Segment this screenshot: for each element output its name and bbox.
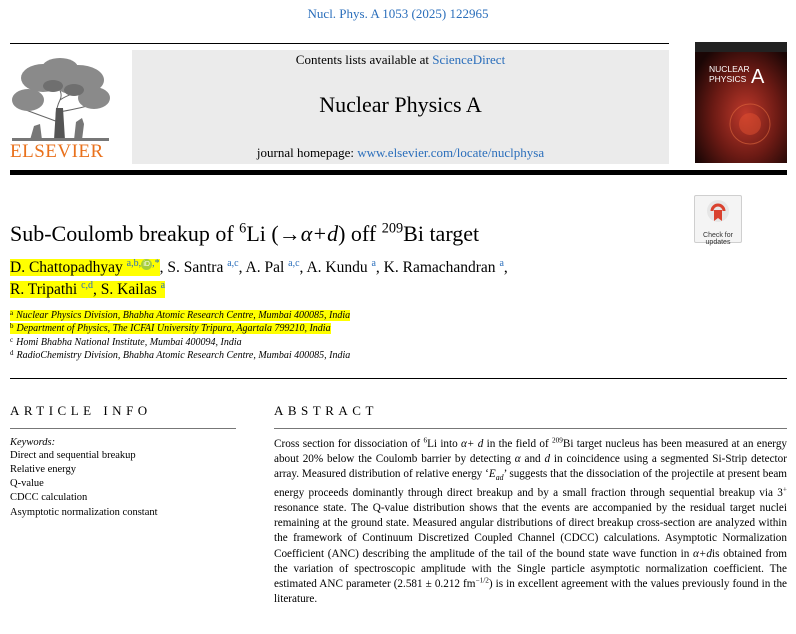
sciencedirect-link[interactable]: ScienceDirect bbox=[432, 52, 506, 67]
author-separator: , bbox=[299, 259, 307, 276]
author-affiliation-marks[interactable]: c,d bbox=[81, 280, 94, 291]
homepage-prefix: journal homepage: bbox=[256, 145, 358, 160]
keyword-item: CDCC calculation bbox=[10, 492, 88, 503]
author-separator: , bbox=[503, 259, 508, 276]
affiliation-text: Homi Bhabha National Institute, Mumbai 400094, India bbox=[16, 337, 242, 348]
article-info-rule bbox=[10, 428, 236, 429]
author-separator: , bbox=[93, 281, 101, 298]
affiliation-text: Department of Physics, The ICFAI University Tripura, Agartala 799210, India bbox=[16, 323, 331, 334]
abstract-rule bbox=[274, 428, 787, 429]
author-affiliation-marks[interactable]: a bbox=[499, 258, 504, 269]
abstract-text bbox=[274, 437, 787, 607]
affiliation-c bbox=[10, 336, 242, 348]
author-name[interactable]: K. Ramachandran bbox=[383, 259, 496, 276]
cover-title-line2: PHYSICS bbox=[709, 74, 747, 84]
abstract-plus: + bbox=[782, 485, 787, 494]
author-separator: , bbox=[375, 259, 384, 276]
check-updates-line1: Check for bbox=[703, 232, 733, 239]
keyword-item: Relative energy bbox=[10, 464, 76, 475]
abstract-alpha-plus-d: α+d bbox=[692, 547, 712, 560]
abstract-segment: and bbox=[520, 453, 545, 466]
author-name[interactable]: S. Kailas bbox=[100, 281, 157, 298]
author-affiliation-marks[interactable]: a bbox=[160, 280, 166, 291]
section-divider bbox=[10, 378, 787, 379]
title-prefix: Sub-Coulomb breakup of bbox=[10, 221, 240, 246]
affiliation-b bbox=[10, 322, 331, 334]
keywords-label: Keywords: bbox=[10, 437, 56, 448]
paper-title bbox=[10, 221, 479, 247]
cover-title-line1: NUCLEAR bbox=[709, 64, 750, 74]
author-name[interactable]: D. Chattopadhyay bbox=[10, 259, 123, 276]
affiliation-mark: b bbox=[10, 322, 14, 330]
abstract-alpha: α bbox=[514, 453, 521, 466]
check-for-updates-button[interactable] bbox=[694, 195, 742, 246]
abstract-segment: is obtained from the variation of spectroscopic amplitude with the Single particle asymptotic normalization coefficient. The estimated ANC parameter (2.581 ± 0.212 fm bbox=[274, 547, 787, 591]
title-bi-rest: Bi target bbox=[403, 221, 480, 246]
affiliation-mark: a bbox=[10, 309, 14, 317]
abstract-e-ad-sub: ad bbox=[495, 473, 504, 483]
author-affiliation-marks[interactable]: a,c bbox=[227, 258, 239, 269]
author-affiliation-marks[interactable]: a,b, bbox=[126, 258, 142, 269]
journal-name: Nuclear Physics A bbox=[319, 92, 482, 117]
journal-cover-thumbnail[interactable] bbox=[695, 42, 787, 163]
abstract-heading: ABSTRACT bbox=[274, 403, 378, 418]
author-line2-highlight bbox=[10, 281, 165, 298]
cover-title-letter: A bbox=[751, 66, 765, 88]
keyword-item: Q-value bbox=[10, 478, 44, 489]
abstract-exponent: −1/2 bbox=[475, 576, 489, 585]
title-off: ) off bbox=[338, 221, 382, 246]
abstract-segment: ) is in excellent agreement with the values previously found in the literature. bbox=[274, 578, 788, 606]
title-li-mass: 6 bbox=[239, 220, 247, 237]
corresponding-author-mark[interactable]: , bbox=[152, 258, 155, 269]
title-alpha-d: α+d bbox=[300, 221, 339, 246]
affiliation-b-highlight bbox=[10, 323, 331, 334]
bookmark-refresh-icon bbox=[706, 199, 730, 225]
keyword-item: Direct and sequential breakup bbox=[10, 450, 136, 461]
affiliation-mark: c bbox=[10, 336, 14, 344]
abstract-segment: Li into bbox=[427, 438, 462, 450]
affiliation-mark: d bbox=[10, 349, 14, 357]
abstract-bi-mass: 209 bbox=[552, 436, 563, 445]
article-info-heading: ARTICLE INFO bbox=[10, 403, 152, 418]
author-name[interactable]: A. Pal bbox=[245, 259, 285, 276]
elsevier-wordmark: ELSEVIER bbox=[10, 141, 104, 162]
abstract-segment: Cross section for dissociation of bbox=[274, 438, 424, 450]
author-list-line2 bbox=[10, 280, 165, 299]
abstract-alpha-plus-d: α+ d bbox=[461, 438, 484, 450]
affiliation-a-highlight bbox=[10, 310, 350, 321]
author-name[interactable]: R. Tripathi bbox=[10, 281, 78, 298]
journal-homepage bbox=[132, 145, 669, 161]
affiliation-d bbox=[10, 349, 350, 361]
contents-availability bbox=[132, 52, 669, 68]
author-name[interactable]: S. Santra bbox=[167, 259, 224, 276]
header-top-rule bbox=[10, 43, 669, 44]
author-list-line1 bbox=[10, 258, 508, 277]
author-separator: , bbox=[238, 259, 246, 276]
corresponding-author-star[interactable]: * bbox=[154, 258, 160, 269]
affiliation-text: Nuclear Physics Division, Bhabha Atomic Research Centre, Mumbai 400085, India bbox=[16, 310, 351, 321]
title-li-rest: Li (→ bbox=[246, 221, 301, 246]
author-affiliation-marks[interactable]: a bbox=[371, 258, 376, 269]
abstract-li-mass: 6 bbox=[423, 436, 428, 445]
check-updates-line2: updates bbox=[705, 239, 731, 246]
author-affiliation-marks[interactable]: a,c bbox=[288, 258, 300, 269]
contents-prefix: Contents lists available at bbox=[295, 52, 433, 67]
abstract-segment: in coincidence using a segmented Si-Strip detector array. Measured distribution of relative energy ‘ bbox=[274, 453, 787, 481]
abstract-segment: ’ suggests that the dissociation of the projectile at present beam energy proceeds dominantly through direct breakup and by a small fraction through sequential breakup via 3 bbox=[274, 468, 787, 499]
abstract-segment: Bi target nucleus has been measured at an energy about 20% below the Coulomb barrier by detecting bbox=[274, 438, 788, 466]
affiliation-a bbox=[10, 309, 350, 321]
abstract-segment: in the field of bbox=[483, 438, 552, 450]
header-bottom-rule bbox=[10, 170, 787, 175]
abstract-d: d bbox=[544, 453, 551, 466]
author-separator: , bbox=[159, 259, 168, 276]
keyword-item: Asymptotic normalization constant bbox=[10, 507, 158, 518]
title-bi-mass: 209 bbox=[381, 220, 404, 237]
homepage-link[interactable]: www.elsevier.com/locate/nuclphysa bbox=[357, 145, 545, 160]
author-name[interactable]: A. Kundu bbox=[306, 259, 368, 276]
orcid-icon[interactable]: iD bbox=[141, 259, 152, 270]
author-first-highlight bbox=[10, 259, 160, 276]
abstract-segment: resonance state. The Q-value distribution shows that the events are accompanied by the residual target nuclei remaining at the ground state. Measured angular distributions of direct breakup cross-section are analyzed within the framework of Continuum Discretized Coupled Channel (CDCC) calculations. Asymptotic Normalization Coefficient (ANC) describing the amplitude of the tail of the bound state wave function in bbox=[274, 502, 787, 560]
affiliation-text: RadioChemistry Division, Bhabha Atomic Research Centre, Mumbai 400085, India bbox=[16, 350, 351, 361]
abstract-e-ad: E bbox=[488, 468, 496, 481]
journal-citation[interactable]: Nucl. Phys. A 1053 (2025) 122965 bbox=[307, 6, 489, 21]
